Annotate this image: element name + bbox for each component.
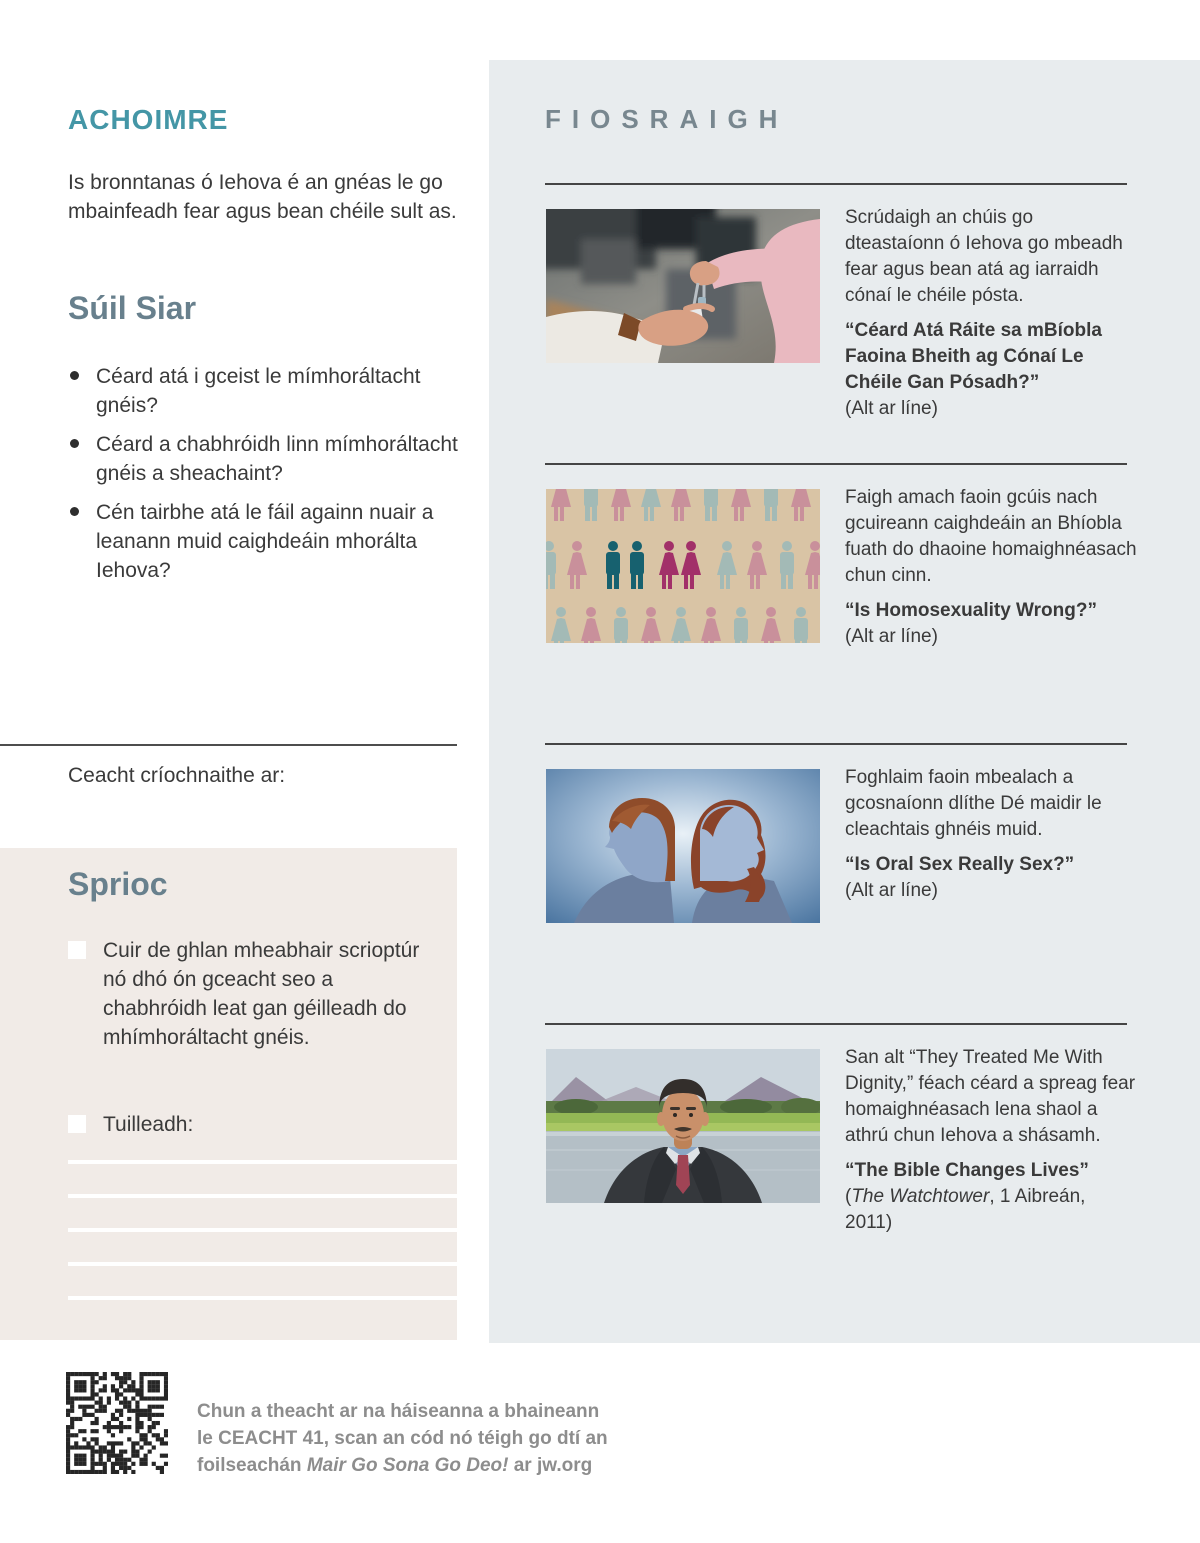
- review-question: Cén tairbhe atá le fáil againn nuair a leanann muid caighdeáin mhorálta Iehova?: [68, 498, 466, 585]
- people-pictograms-illustration: [546, 489, 820, 643]
- article-source: (Alt ar líne): [845, 626, 938, 647]
- article-title-link[interactable]: “Is Oral Sex Really Sex?”: [845, 854, 1075, 875]
- checkbox[interactable]: [68, 1115, 86, 1133]
- section-text: Scrúdaigh an chúis go dteastaíonn ó Iehova go mbeadh fear agus bean atá ag iarraidh cónaí le chéile pósta.: [845, 207, 1123, 306]
- section-divider: [545, 463, 1127, 465]
- writing-line: [68, 1262, 457, 1266]
- section-divider: [545, 743, 1127, 745]
- article-title-link[interactable]: “The Bible Changes Lives”: [845, 1160, 1089, 1181]
- left-divider: [0, 744, 457, 746]
- explore-section: [845, 485, 1137, 650]
- back-to-back-couple-illustration: [546, 769, 820, 923]
- article-source: (Alt ar líne): [845, 398, 938, 419]
- footer-line: foilseachán Mair Go Sona Go Deo! ar jw.org: [197, 1455, 593, 1476]
- article-title-link[interactable]: “Céard Atá Ráite sa mBíobla Faoina Bheith ag Cónaí Le Chéile Gan Pósadh?”: [845, 320, 1102, 393]
- writing-line: [68, 1228, 457, 1232]
- bullet-icon: [70, 371, 79, 380]
- smiling-man-photo: [546, 1049, 820, 1203]
- goal-item: [68, 936, 433, 1052]
- lesson-completed-label: Ceacht críochnaithe ar:: [68, 764, 286, 787]
- footer-note: [197, 1398, 617, 1479]
- bullet-icon: [70, 439, 79, 448]
- review-question-list: [68, 362, 466, 595]
- writing-line: [68, 1296, 457, 1300]
- article-source: (The Watchtower, 1 Aibreán, 2011): [845, 1186, 1086, 1233]
- review-heading: Súil Siar: [68, 290, 197, 326]
- section-divider: [545, 183, 1127, 185]
- bullet-icon: [70, 507, 79, 516]
- explore-heading: FIOSRAIGH: [545, 104, 789, 134]
- footer-line: le CEACHT 41, scan an cód nó téigh go dtí an: [197, 1428, 608, 1449]
- keys-handover-photo: [546, 209, 820, 363]
- explore-section: [845, 1045, 1137, 1236]
- article-source: (Alt ar líne): [845, 880, 938, 901]
- article-title-link[interactable]: “Is Homosexuality Wrong?”: [845, 600, 1097, 621]
- section-text: San alt “They Treated Me With Dignity,” féach céard a spreag fear homaighnéasach lena shaol a athrú chun Iehova a shásamh.: [845, 1047, 1136, 1146]
- checkbox[interactable]: [68, 941, 86, 959]
- explore-panel: [489, 60, 1200, 1343]
- summary-text: Is bronntanas ó Iehova é an gnéas le go mbainfeadh fear agus bean chéile sult as.: [68, 171, 457, 223]
- section-text: Foghlaim faoin mbealach a gcosnaíonn dlíthe Dé maidir le cleachtais ghnéis muid.: [845, 767, 1102, 840]
- goal-heading: Sprioc: [68, 866, 168, 902]
- writing-line: [68, 1160, 457, 1164]
- review-question: Céard a chabhróidh linn mímhoráltacht gnéis a sheachaint?: [68, 430, 466, 488]
- goal-box: [0, 848, 457, 1340]
- section-divider: [545, 1023, 1127, 1025]
- summary-heading: ACHOIMRE: [68, 104, 229, 135]
- footer-line: Chun a theacht ar na háiseanna a bhaineann: [197, 1401, 600, 1422]
- goal-item-label: Cuir de ghlan mheabhair scrioptúr nó dhó ón gceacht seo a chabhróidh leat gan géilleadh do mhímhoráltacht gnéis.: [103, 939, 420, 1049]
- section-text: Faigh amach faoin gcúis nach gcuireann caighdeáin an Bhíobla fuath do dhaoine homaighnéasach chun cinn.: [845, 487, 1137, 586]
- goal-item-label: Tuilleadh:: [103, 1113, 194, 1136]
- explore-section: [845, 765, 1137, 904]
- goal-item: [68, 1110, 433, 1139]
- qr-code: [66, 1372, 168, 1474]
- writing-line: [68, 1194, 457, 1198]
- review-question: Céard atá i gceist le mímhoráltacht gnéis?: [68, 362, 466, 420]
- explore-section: [845, 205, 1137, 422]
